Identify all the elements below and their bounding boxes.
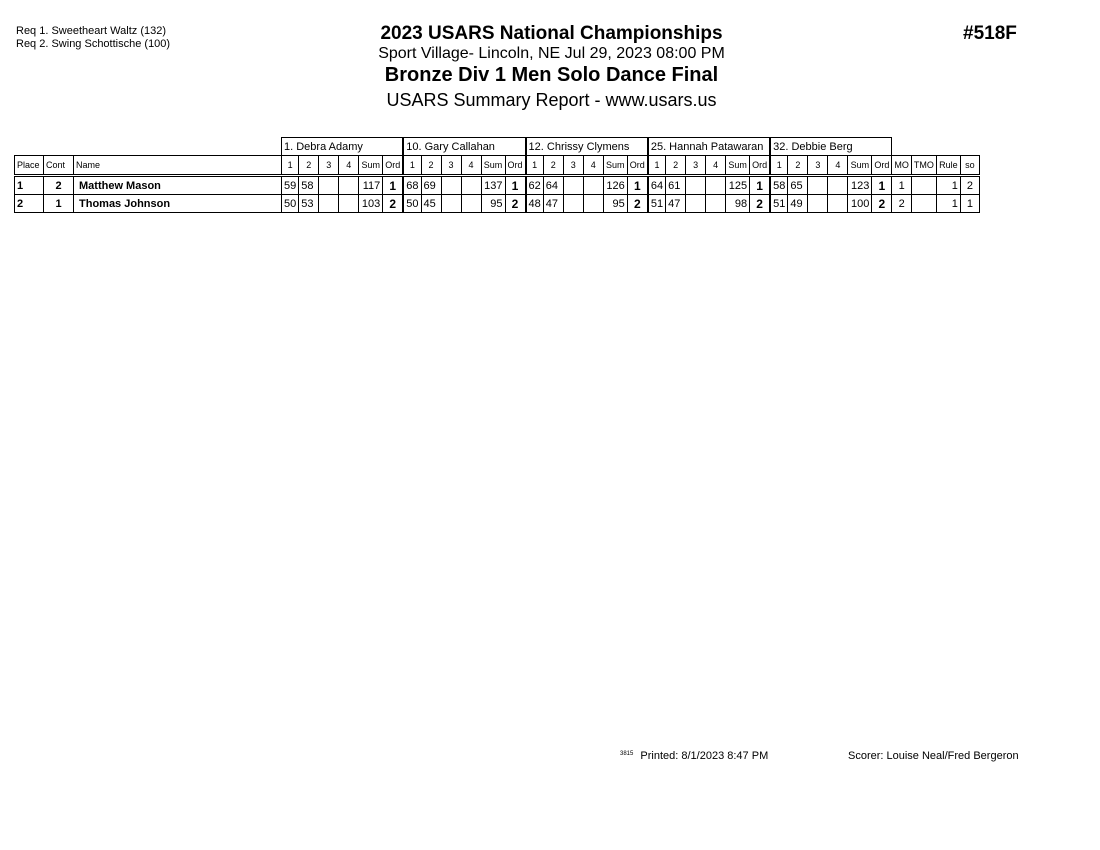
col-header-judge-score: 3 [563,156,583,176]
table-row [15,176,980,195]
col-header-judge-score: Ord [872,156,892,176]
col-header-judge-score: 2 [299,156,319,176]
score-cell: 50 [282,195,299,213]
col-header-judge-score: Sum [726,156,750,176]
ordinal-cell: 1 [872,176,892,195]
judge-name: 32. Debbie Berg [770,138,892,156]
column-header-row [15,156,980,176]
col-header-judge-score: 2 [543,156,563,176]
score-cell [563,176,583,195]
col-header-judge-score: 3 [686,156,706,176]
score-cell [808,176,828,195]
venue-line: Sport Village- Lincoln, NE Jul 29, 2023 08:00 PM [378,45,725,62]
col-header-judge-score: 3 [319,156,339,176]
col-header-tmo: TMO [911,156,936,176]
score-cell: 49 [788,195,808,213]
table-row [15,195,980,213]
judge-name: 12. Chrissy Clymens [526,138,648,156]
col-header-judge-score: 1 [282,156,299,176]
ordinal-cell: 1 [383,176,404,195]
score-cell: 95 [603,195,627,213]
score-cell [808,195,828,213]
score-cell [319,176,339,195]
score-cell: 64 [543,176,563,195]
score-cell [339,195,359,213]
results-table [14,137,980,213]
col-header-judge-score: 3 [808,156,828,176]
score-cell [583,176,603,195]
col-header-judge-score: Ord [505,156,526,176]
col-header-judge-score: Sum [481,156,505,176]
contestant-number-cell: 1 [44,195,74,213]
score-cell: 59 [282,176,299,195]
page-title: 2023 USARS National Championships [380,23,723,44]
mo-cell: 1 [892,176,912,195]
ordinal-cell: 2 [872,195,892,213]
printed-label: Printed: 8/1/2023 8:47 PM [640,750,769,762]
requirement-1: Req 1. Sweetheart Waltz (132) [16,25,166,37]
score-cell: 51 [770,195,788,213]
rule-cell: 1 [936,195,960,213]
score-cell [441,176,461,195]
col-header-judge-score: Ord [750,156,771,176]
score-cell [583,195,603,213]
ordinal-cell: 2 [505,195,526,213]
score-cell: 103 [359,195,383,213]
score-cell: 47 [543,195,563,213]
ordinal-cell: 2 [383,195,404,213]
scorer-label: Scorer: Louise Neal/Fred Bergeron [848,750,1019,762]
skater-name-cell: Matthew Mason [74,176,282,195]
score-cell: 68 [403,176,421,195]
score-cell [706,195,726,213]
col-header-judge-score: Sum [603,156,627,176]
score-cell: 117 [359,176,383,195]
col-header-judge-score: 1 [526,156,544,176]
score-cell: 98 [726,195,750,213]
score-cell: 69 [421,176,441,195]
contestant-number-cell: 2 [44,176,74,195]
col-header-judge-score: Sum [359,156,383,176]
score-cell: 61 [666,176,686,195]
ordinal-cell: 2 [750,195,771,213]
score-cell [686,195,706,213]
score-cell [706,176,726,195]
score-cell: 58 [770,176,788,195]
score-cell: 62 [526,176,544,195]
skater-name-cell: Thomas Johnson [74,195,282,213]
event-number: #518F [963,23,1017,44]
score-cell: 48 [526,195,544,213]
col-header-judge-score: 4 [828,156,848,176]
col-header-so: so [960,156,979,176]
ordinal-cell: 2 [627,195,648,213]
score-cell: 125 [726,176,750,195]
score-cell [461,195,481,213]
col-header-judge-score: Ord [383,156,404,176]
ordinal-cell: 1 [627,176,648,195]
col-header-mo: MO [892,156,912,176]
col-header-judge-score: 2 [666,156,686,176]
score-cell [339,176,359,195]
rule-cell: 1 [936,176,960,195]
col-header-name: Name [74,156,282,176]
so-cell: 2 [960,176,979,195]
judge-name: 1. Debra Adamy [282,138,404,156]
col-header-judge-score: 1 [770,156,788,176]
col-header-judge-score: 4 [339,156,359,176]
event-name: Bronze Div 1 Men Solo Dance Final [384,64,719,86]
col-header-judge-score: 4 [706,156,726,176]
col-header-judge-score: 1 [403,156,421,176]
score-cell [461,176,481,195]
col-header-judge-score: 3 [441,156,461,176]
col-header-judge-score: 1 [648,156,666,176]
so-cell: 1 [960,195,979,213]
tiny-mark: 3815 [620,751,634,757]
score-cell: 50 [403,195,421,213]
score-cell: 47 [666,195,686,213]
score-cell: 95 [481,195,505,213]
col-header-judge-score: 2 [788,156,808,176]
requirements-list [16,25,170,51]
mo-cell: 2 [892,195,912,213]
header-spacer [892,138,980,156]
col-header-judge-score: Ord [627,156,648,176]
printed-timestamp [620,750,768,762]
score-cell: 64 [648,176,666,195]
score-cell [563,195,583,213]
header-spacer [15,138,282,156]
place-cell: 2 [15,195,44,213]
score-cell: 45 [421,195,441,213]
judge-name: 25. Hannah Patawaran [648,138,770,156]
requirement-2: Req 2. Swing Schottische (100) [16,38,171,50]
score-cell: 123 [848,176,872,195]
score-cell [686,176,706,195]
score-cell: 126 [603,176,627,195]
score-cell: 137 [481,176,505,195]
tmo-cell [911,195,936,213]
tmo-cell [911,176,936,195]
col-header-judge-score: Sum [848,156,872,176]
ordinal-cell: 1 [750,176,771,195]
score-cell: 65 [788,176,808,195]
score-cell: 100 [848,195,872,213]
score-cell [828,176,848,195]
score-cell: 53 [299,195,319,213]
col-header-judge-score: 2 [421,156,441,176]
judge-name: 10. Gary Callahan [403,138,525,156]
judge-header-row [15,138,980,156]
col-header-rule: Rule [936,156,960,176]
report-line: USARS Summary Report - www.usars.us [386,90,717,110]
col-header-judge-score: 4 [583,156,603,176]
place-cell: 1 [15,176,44,195]
score-cell: 58 [299,176,319,195]
score-cell [441,195,461,213]
score-cell [828,195,848,213]
col-header-place: Place [15,156,44,176]
ordinal-cell: 1 [505,176,526,195]
col-header-cont: Cont [44,156,74,176]
score-cell: 51 [648,195,666,213]
col-header-judge-score: 4 [461,156,481,176]
score-cell [319,195,339,213]
